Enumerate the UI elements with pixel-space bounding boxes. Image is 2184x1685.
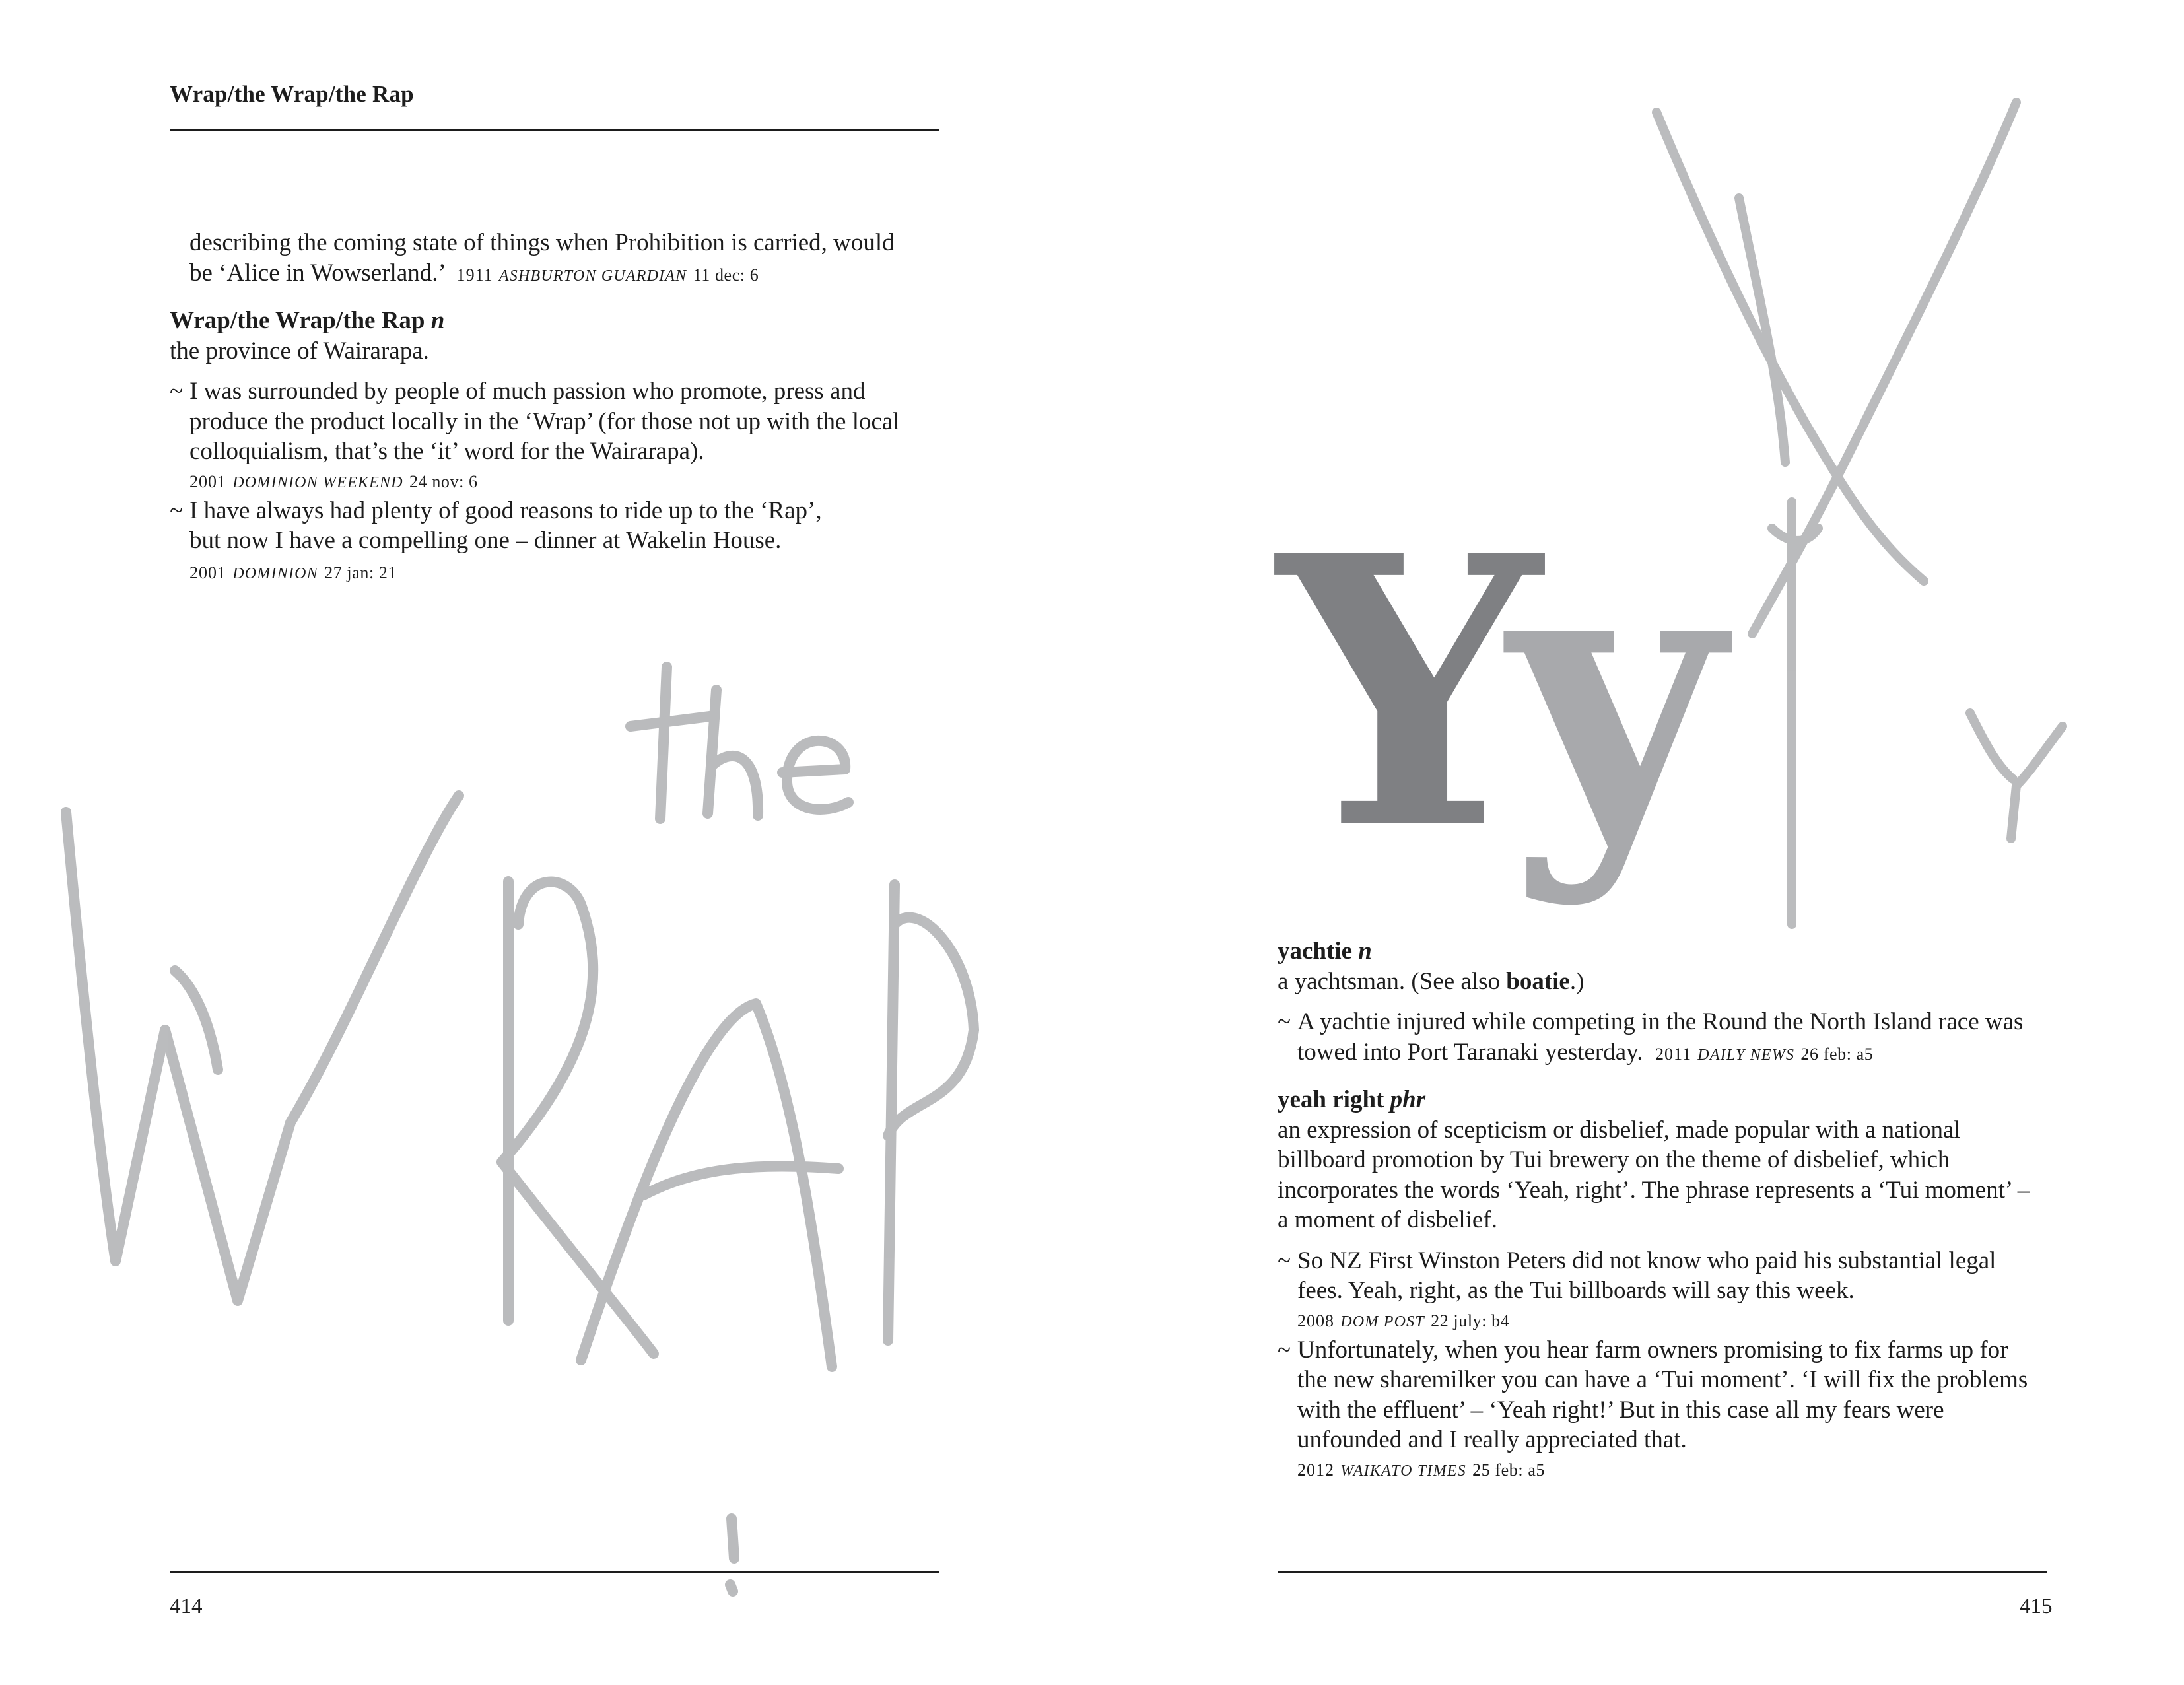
citation: 2011 DAILY NEWS 26 feb: a5 [1655,1044,1874,1064]
entry-headline [1278,936,2037,967]
quote-text: So NZ First Winston Peters did not know who paid his substantial legal fees. Yeah, right, as the Tui billboards will say this week. [1297,1247,1996,1304]
citation: 2001 DOMINION 27 jan: 21 [189,563,397,582]
footer-rule [1278,1571,2047,1573]
part-of-speech: n [430,307,445,334]
running-head: Wrap/the Wrap/the Rap [170,81,414,107]
citation: 2008 DOM POST 22 july: b4 [1297,1311,1510,1330]
entry-yeah-right [1278,1085,2037,1484]
entry-yachtie [1278,936,2037,1070]
entries-block [1278,936,2037,1484]
quote: ~ So NZ First Winston Peters did not know who paid his substantial legal fees. Yeah, right, as the Tui billboards will say this week. 2008 DOM POST 22 july: b4 [1278,1246,2030,1335]
quote: ~ I was surrounded by people of much passion who promote, press and produce the product locally in the ‘Wrap’ (for those not up with the local colloquialism, that’s the ‘it’ word for the Wairarapa). 2001 DOMINION WEEKEND 24 nov: 6 [170,376,922,496]
quote: ~ Unfortunately, when you hear farm owners promising to fix farms up for the new sharemilker you can have a ‘Tui moment’. ‘I will fix the problems with the effluent’ – ‘Yeah right!’ But in this case all my fears were unfounded and I really appreciated that. 2012 WAIKATO TIMES 25 feb: a5 [1278,1335,2030,1484]
quote: ~ I have always had plenty of good reasons to ride up to the ‘Rap’, but now I have a compelling one – dinner at Wakelin House. 2001 DOMINION 27 jan: 21 [170,496,830,590]
headword: yachtie [1278,938,1353,965]
cross-reference: boatie [1506,967,1570,995]
display-uppercase-y: Y [1278,476,1528,911]
quote: ~ A yachtie injured while competing in the Round the North Island race was towed into Port Taranaki yesterday. 2011 DAILY NEWS 26 feb: a5 [1278,1008,2024,1066]
page-number: 415 [2020,1595,2053,1618]
definition: the province of Wairarapa. [170,337,429,364]
quote-text: I have always had plenty of good reasons to ride up to the ‘Rap’, but now I have a compelling one – dinner at Wakelin House. [189,497,822,554]
display-lowercase-y: y [1508,476,1724,911]
headword: Wrap/the Wrap/the Rap [170,307,425,334]
entry-headline [1278,1085,2037,1115]
citation: 1911 ASHBURTON GUARDIAN 11 dec: 6 [456,265,759,285]
definition: a yachtsman. (See also boatie.) [1278,967,1585,995]
part-of-speech: n [1358,938,1372,965]
letter-display [1278,476,1724,911]
footer-rule [170,1571,939,1573]
quote-text: I was surrounded by people of much passion who promote, press and produce the product locally in the ‘Wrap’ (for those not up with the local colloquialism, that’s the ‘it’ word for the Wairarapa). [189,378,900,465]
page-number: 414 [170,1595,203,1618]
quote-text: Unfortunately, when you hear farm owners promising to fix farms up for the new sharemilker you can have a ‘Tui moment’. ‘I will fix the problems with the effluent’ – ‘Yeah right!’ But in this case all my fears were unfounded and I really appreciated that. [1297,1336,2028,1453]
right-page [1092,0,2184,1685]
continuation-quote: describing the coming state of things when Prohibition is carried, would be ‘Alice in Wowserland.’ [189,229,895,287]
quote-text: A yachtie injured while competing in the Round the North Island race was towed into Port Taranaki yesterday. [1297,1008,2024,1066]
citation: 2012 WAIKATO TIMES 25 feb: a5 [1297,1460,1546,1480]
headword: yeah right [1278,1086,1384,1113]
definition: an expression of scepticism or disbelief, made popular with a national billboard promotion by Tui brewery on the theme of disbelief, which incorporates the words ‘Yeah, right’. The phrase represents a ‘Tui moment’ – a moment of disbelief. [1278,1116,2030,1233]
citation: 2001 DOMINION WEEKEND 24 nov: 6 [189,471,478,491]
part-of-speech: phr [1390,1086,1426,1113]
